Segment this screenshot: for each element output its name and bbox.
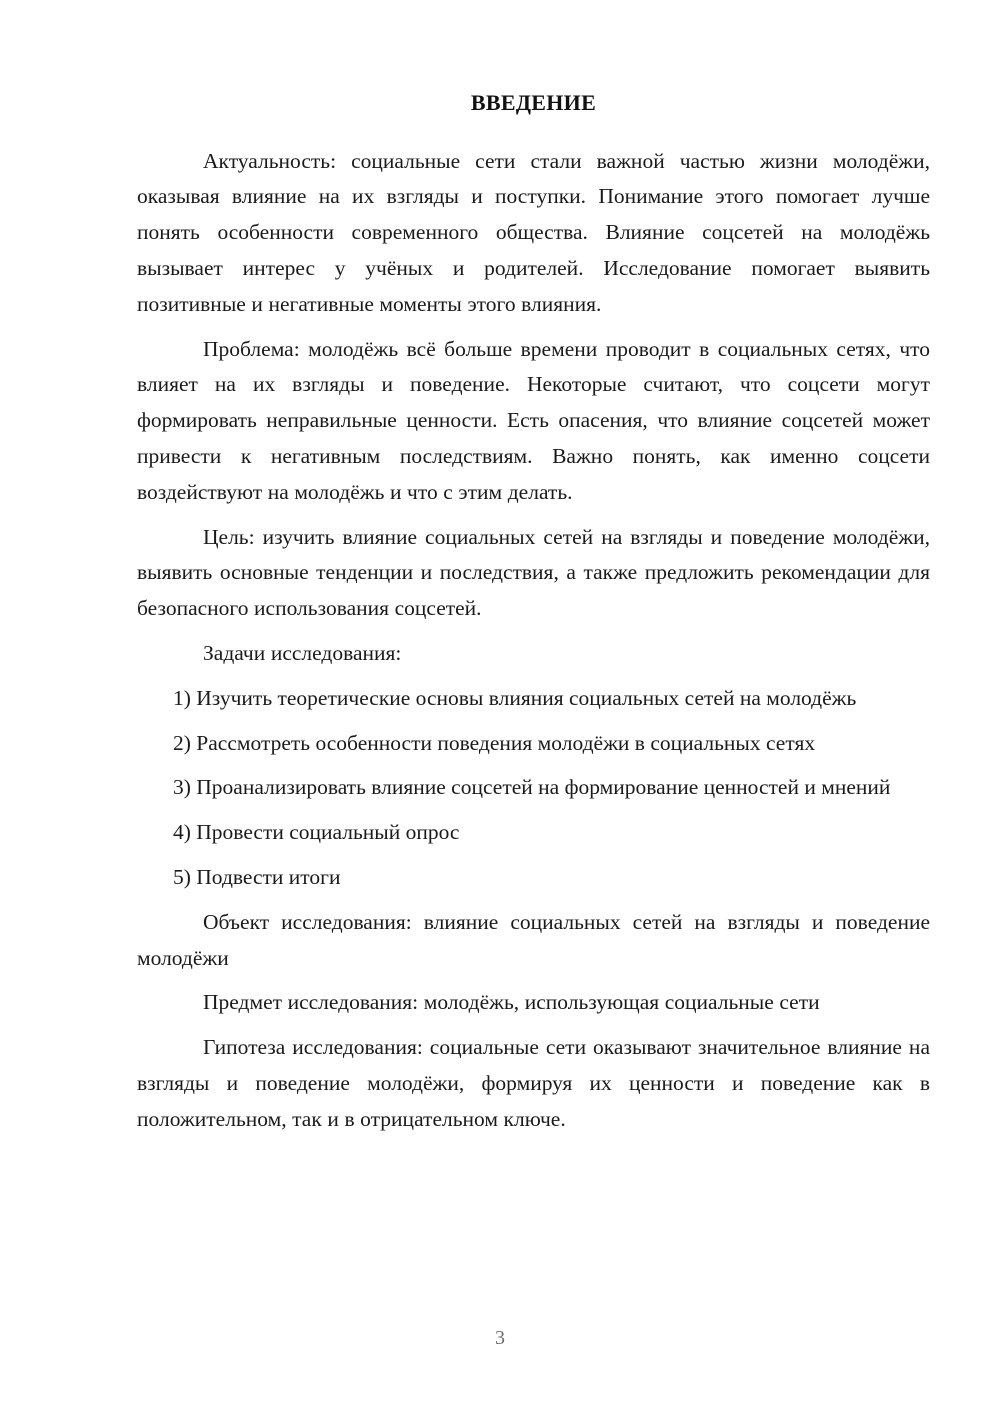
tasks-heading: Задачи исследования: — [203, 641, 402, 666]
page-number: 3 — [495, 1327, 505, 1349]
paragraph-relevance: Актуальность: социальные сети стали важной частью жизни молодёжи, оказывая влияние на их взгляды и поступки. Понимание этого помогает лучше понять особенности современного общества. Влияние соцсетей на молодёжь вызывает интерес у учёных и родителей. Исследование помогает выявить позитивные и негативные моменты этого влияния. — [137, 148, 930, 316]
document-body — [137, 88, 930, 1147]
paragraph-goal: Цель: изучить влияние социальных сетей на взгляды и поведение молодёжи, выявить основные тенденции и последствия, а также предложить рекомендации для безопасного использования соцсетей. — [137, 524, 930, 621]
list-item: 5) Подвести итоги — [173, 865, 341, 890]
paragraph-problem: Проблема: молодёжь всё больше времени проводит в социальных сетях, что влияет на их взгляды и поведение. Некоторые считают, что соцсети могут формировать неправильные ценности. Есть опасения, что влияние соцсетей может привести к негативным последствиям. Важно понять, как именно соцсети воздействуют на молодёжь и что с этим делать. — [137, 336, 930, 504]
paragraph-object: Объект исследования: влияние социальных сетей на взгляды и поведение молодёжи — [137, 909, 930, 970]
page-title: ВВЕДЕНИЕ — [470, 90, 597, 115]
paragraph-hypothesis: Гипотеза исследования: социальные сети оказывают значительное влияние на взгляды и поведение молодёжи, формируя их ценности и поведение как в положительном, так и в отрицательном ключе. — [137, 1035, 930, 1131]
list-item: 4) Провести социальный опрос — [173, 820, 460, 845]
list-item: 1) Изучить теоретические основы влияния социальных сетей на молодёжь — [173, 685, 857, 710]
list-item: 2) Рассмотреть особенности поведения молодёжи в социальных сетях — [173, 730, 816, 755]
paragraph-subject: Предмет исследования: молодёжь, использующая социальные сети — [203, 990, 820, 1015]
list-item: 3) Проанализировать влияние соцсетей на формирование ценностей и мнений — [173, 775, 891, 800]
